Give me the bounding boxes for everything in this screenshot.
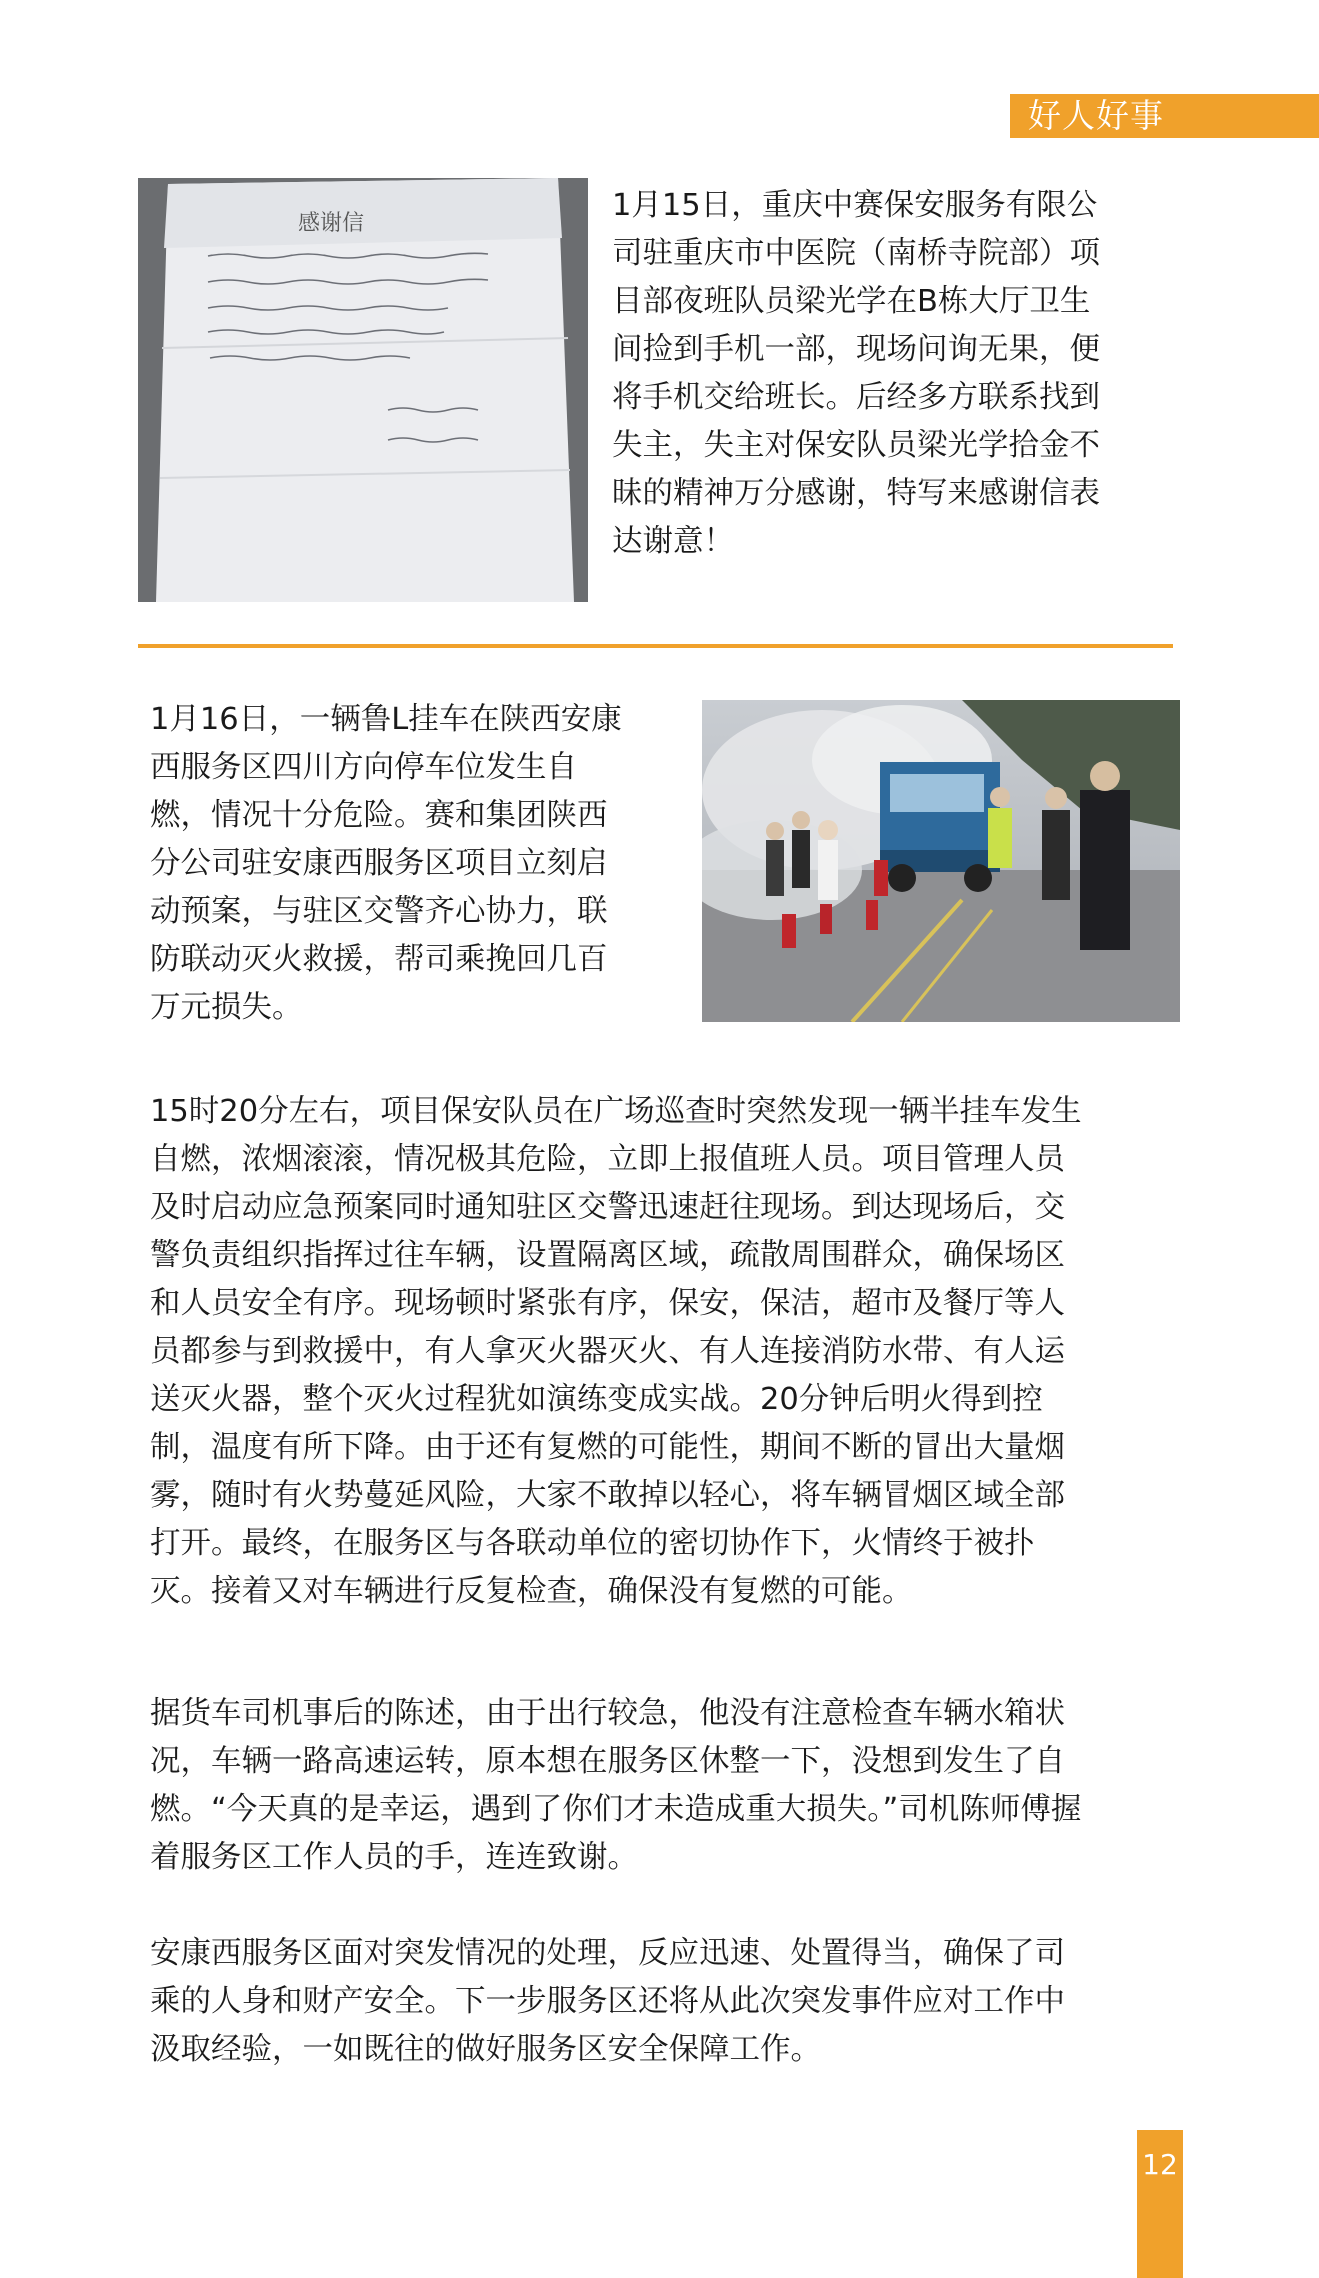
article2-paragraph-4	[150, 1930, 1180, 2074]
section-tag: 好人好事	[1010, 94, 1319, 138]
text-line: 西服务区四川方向停车位发生自	[150, 750, 577, 785]
article2-paragraph-2	[150, 1088, 1180, 1616]
text-line: 雾，随时有火势蔓延风险，大家不敢掉以轻心，将车辆冒烟区域全部	[150, 1478, 1065, 1513]
text-line: 打开。最终，在服务区与各联动单位的密切协作下，火情终于被扑	[150, 1526, 1035, 1561]
article2-intro	[150, 696, 685, 1032]
text-line: 1月15日，重庆中赛保安服务有限公	[612, 188, 1098, 223]
text-line: 失主，失主对保安队员梁光学拾金不	[612, 428, 1100, 463]
text-line: 分公司驻安康西服务区项目立刻启	[150, 846, 608, 881]
text-line: 及时启动应急预案同时通知驻区交警迅速赶往现场。到达现场后，交	[150, 1190, 1065, 1225]
text-line: 制，温度有所下降。由于还有复燃的可能性，期间不断的冒出大量烟	[150, 1430, 1065, 1465]
text-line: 送灭火器，整个灭火过程犹如演练变成实战。20分钟后明火得到控	[150, 1382, 1043, 1417]
text-line: 据货车司机事后的陈述，由于出行较急，他没有注意检查车辆水箱状	[150, 1696, 1065, 1731]
text-line: 昧的精神万分感谢，特写来感谢信表	[612, 476, 1100, 511]
text-line: 灭。接着又对车辆进行反复检查，确保没有复燃的可能。	[150, 1574, 913, 1609]
section-divider	[138, 644, 1173, 648]
article2-paragraph-3	[150, 1690, 1180, 1882]
text-line: 防联动灭火救援，帮司乘挽回几百	[150, 942, 608, 977]
text-line: 员都参与到救援中，有人拿灭火器灭火、有人连接消防水带、有人运	[150, 1334, 1065, 1369]
text-line: 警负责组织指挥过往车辆，设置隔离区域，疏散周围群众，确保场区	[150, 1238, 1065, 1273]
text-line: 将手机交给班长。后经多方联系找到	[612, 380, 1100, 415]
text-line: 动预案，与驻区交警齐心协力，联	[150, 894, 608, 929]
text-line: 自燃，浓烟滚滚，情况极其危险，立即上报值班人员。项目管理人员	[150, 1142, 1065, 1177]
text-line: 燃。“今天真的是幸运，遇到了你们才未造成重大损失。”司机陈师傅握	[150, 1792, 1082, 1827]
text-line: 况，车辆一路高速运转，原本想在服务区休整一下，没想到发生了自	[150, 1744, 1065, 1779]
truck-fire-photo	[702, 700, 1180, 1022]
text-line: 着服务区工作人员的手，连连致谢。	[150, 1840, 638, 1875]
page-number: 12	[1137, 2130, 1183, 2278]
text-line: 目部夜班队员梁光学在B栋大厅卫生	[612, 284, 1091, 319]
text-line: 和人员安全有序。现场顿时紧张有序，保安，保洁，超市及餐厅等人	[150, 1286, 1065, 1321]
text-line: 司驻重庆市中医院（南桥寺院部）项	[612, 236, 1100, 271]
text-line: 安康西服务区面对突发情况的处理，反应迅速、处置得当，确保了司	[150, 1936, 1065, 1971]
text-line: 达谢意！	[612, 524, 734, 559]
text-line: 燃，情况十分危险。赛和集团陕西	[150, 798, 608, 833]
text-line: 15时20分左右，项目保安队员在广场巡查时突然发现一辆半挂车发生	[150, 1094, 1082, 1129]
text-line: 乘的人身和财产安全。下一步服务区还将从此次突发事件应对工作中	[150, 1984, 1065, 2019]
text-line: 汲取经验，一如既往的做好服务区安全保障工作。	[150, 2032, 821, 2067]
article1-text	[612, 182, 1172, 566]
text-line: 万元损失。	[150, 990, 303, 1025]
text-line: 1月16日，一辆鲁L挂车在陕西安康	[150, 702, 622, 737]
thank-you-letter-photo	[138, 178, 588, 602]
letter-title: 感谢信	[298, 211, 365, 236]
text-line: 间捡到手机一部，现场问询无果，便	[612, 332, 1100, 367]
